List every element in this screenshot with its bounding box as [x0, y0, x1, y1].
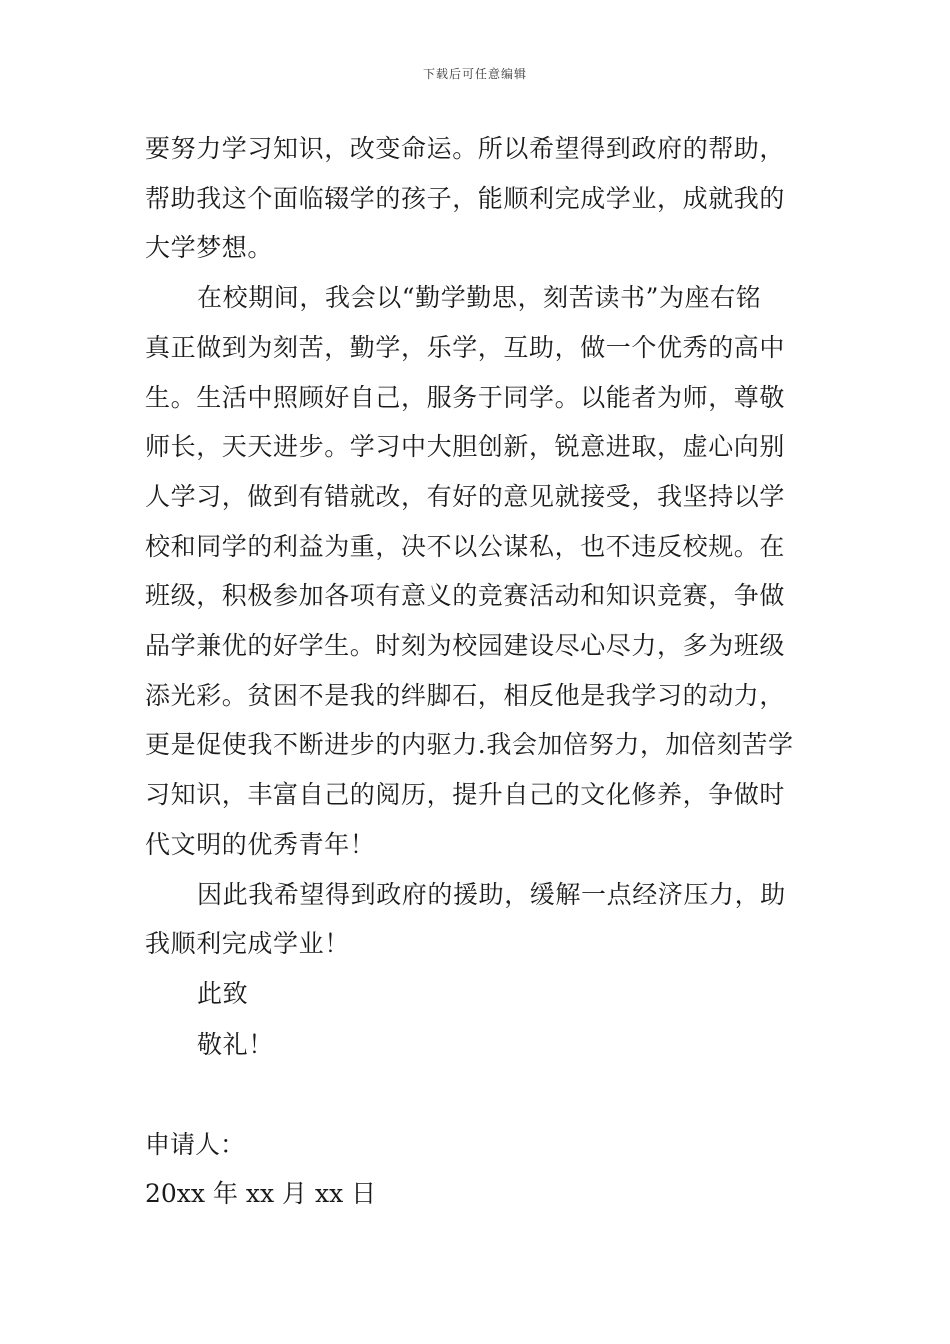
body-line: 生。生活中照顾好自己，服务于同学。以能者为师，尊敬	[145, 383, 786, 412]
body-line: 人学习，做到有错就改，有好的意见就接受，我坚持以学	[145, 482, 786, 511]
body-line: 添光彩。贫困不是我的绊脚石，相反他是我学习的动力，	[145, 681, 786, 710]
body-line: 校和同学的利益为重，决不以公谋私，也不违反校规。在	[145, 532, 786, 561]
body-line: 品学兼优的好学生。时刻为校园建设尽心尽力，多为班级	[145, 631, 786, 660]
page-header: 下载后可任意编辑	[422, 67, 527, 81]
body-line: 在校期间，我会以“勤学勤思，刻苦读书”为座右铭	[197, 283, 762, 312]
applicant-label: 申请人：	[145, 1130, 246, 1159]
body-line: 大学梦想。	[145, 233, 274, 262]
body-line: 习知识，丰富自己的阅历，提升自己的文化修养，争做时	[145, 780, 786, 809]
body-line: 我顺利完成学业！	[145, 929, 350, 958]
body-line: 班级，积极参加各项有意义的竞赛活动和知识竞赛，争做	[145, 581, 786, 610]
body-line: 因此我希望得到政府的援助，缓解一点经济压力，助	[197, 880, 786, 909]
body-line: 真正做到为刻苦，勤学，乐学，互助，做一个优秀的高中	[145, 333, 786, 362]
body-line: 帮助我这个面临辍学的孩子，能顺利完成学业，成就我的	[145, 184, 786, 213]
closing-salutation: 此致	[197, 979, 249, 1008]
body-line: 师长，天天进步。学习中大胆创新，锐意进取，虚心向别	[145, 432, 786, 461]
body-line: 代文明的优秀青年！	[145, 830, 376, 859]
body-line: 更是促使我不断进步的内驱力.我会加倍努力，加倍刻苦学	[145, 730, 794, 759]
closing-respect: 敬礼！	[197, 1030, 274, 1059]
body-line: 要努力学习知识，改变命运。所以希望得到政府的帮助，	[145, 134, 786, 163]
signature-date: 20xx 年 xx 月 xx 日	[145, 1179, 377, 1208]
